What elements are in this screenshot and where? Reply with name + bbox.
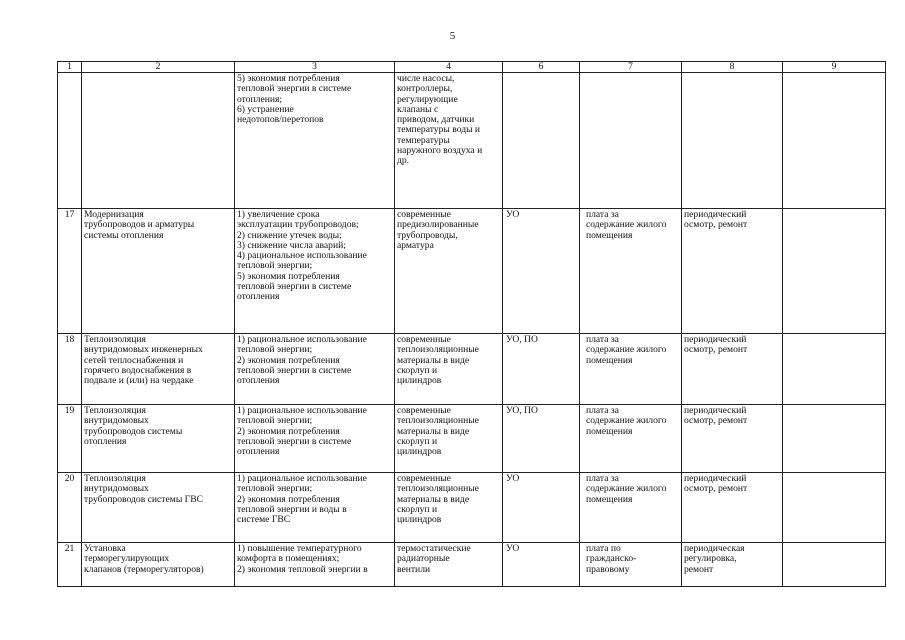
financing-source: плата по гражданско- правовому [580,543,682,587]
column-number-header: 4 [395,62,503,73]
measure-name: Теплоизоляция внутридомовых трубопроводов системы отопления [82,405,235,473]
financing-source: плата за содержание жилого помещения [580,405,682,473]
measure-name: Теплоизоляция внутридомовых трубопроводов системы ГВС [82,473,235,543]
equipment-materials: современные предизолированные трубопроводы, арматура [395,209,503,334]
column-number-header: 9 [783,62,886,73]
row-number [58,73,82,209]
row-number: 17 [58,209,82,334]
expected-results: 1) увеличение срока эксплуатации трубопроводов; 2) снижение утечек воды; 3) снижение числа аварий; 4) рациональное использование тепловой энергии; 5) экономия потребления тепловой энергии в системе отопления [235,209,395,334]
frequency: периодическая регулировка, ремонт [682,543,783,587]
row-number: 20 [58,473,82,543]
column-number-header: 3 [235,62,395,73]
measures-table [57,61,886,587]
column-number-header: 6 [503,62,580,73]
financing-source [580,73,682,209]
table-row [58,473,886,543]
column-number-header: 7 [580,62,682,73]
column-number-header: 1 [58,62,82,73]
financing-source: плата за содержание жилого помещения [580,473,682,543]
page-number: 5 [449,30,456,42]
financing-source: плата за содержание жилого помещения [580,209,682,334]
measure-type: УО [503,473,580,543]
expected-results: 1) повышение температурного комфорта в помещениях; 2) экономия тепловой энергии в [235,543,395,587]
measure-name: Теплоизоляция внутридомовых инженерных сетей теплоснабжения и горячего водоснабжения в подвале и (или) на чердаке [82,334,235,405]
equipment-materials: современные теплоизоляционные материалы в виде скорлуп и цилиндров [395,334,503,405]
measure-type: УО [503,543,580,587]
row-number: 19 [58,405,82,473]
column-number-header: 8 [682,62,783,73]
financing-source: плата за содержание жилого помещения [580,334,682,405]
column-number-row [58,62,886,73]
row-number: 21 [58,543,82,587]
frequency: периодический осмотр, ремонт [682,405,783,473]
note [783,209,886,334]
table-row [58,543,886,587]
expected-results: 1) рациональное использование тепловой энергии; 2) экономия потребления тепловой энергии в системе отопления [235,405,395,473]
note [783,473,886,543]
measure-type: УО, ПО [503,334,580,405]
measure-type [503,73,580,209]
table-row [58,209,886,334]
equipment-materials: термостатические радиаторные вентили [395,543,503,587]
note [783,73,886,209]
note [783,543,886,587]
expected-results: 1) рациональное использование тепловой энергии; 2) экономия потребления тепловой энергии и воды в системе ГВС [235,473,395,543]
row-number: 18 [58,334,82,405]
expected-results: 5) экономия потребления тепловой энергии в системе отопления; 6) устранение недотопов/перетопов [235,73,395,209]
equipment-materials: современные теплоизоляционные материалы в виде скорлуп и цилиндров [395,473,503,543]
equipment-materials: современные теплоизоляционные материалы в виде скорлуп и цилиндров [395,405,503,473]
table-row [58,334,886,405]
measure-type: УО [503,209,580,334]
table-row [58,405,886,473]
measure-name [82,73,235,209]
expected-results: 1) рациональное использование тепловой энергии; 2) экономия потребления тепловой энергии в системе отопления [235,334,395,405]
frequency: периодический осмотр, ремонт [682,334,783,405]
table-row [58,73,886,209]
note [783,334,886,405]
frequency [682,73,783,209]
equipment-materials: числе насосы, контроллеры, регулирующие клапаны с приводом, датчики температуры воды и температуры наружного воздуха и др. [395,73,503,209]
frequency: периодический осмотр, ремонт [682,473,783,543]
measure-name: Модернизация трубопроводов и арматуры системы отопления [82,209,235,334]
frequency: периодический осмотр, ремонт [682,209,783,334]
note [783,405,886,473]
measure-type: УО, ПО [503,405,580,473]
column-number-header: 2 [82,62,235,73]
measure-name: Установка терморегулирующих клапанов (терморегуляторов) [82,543,235,587]
